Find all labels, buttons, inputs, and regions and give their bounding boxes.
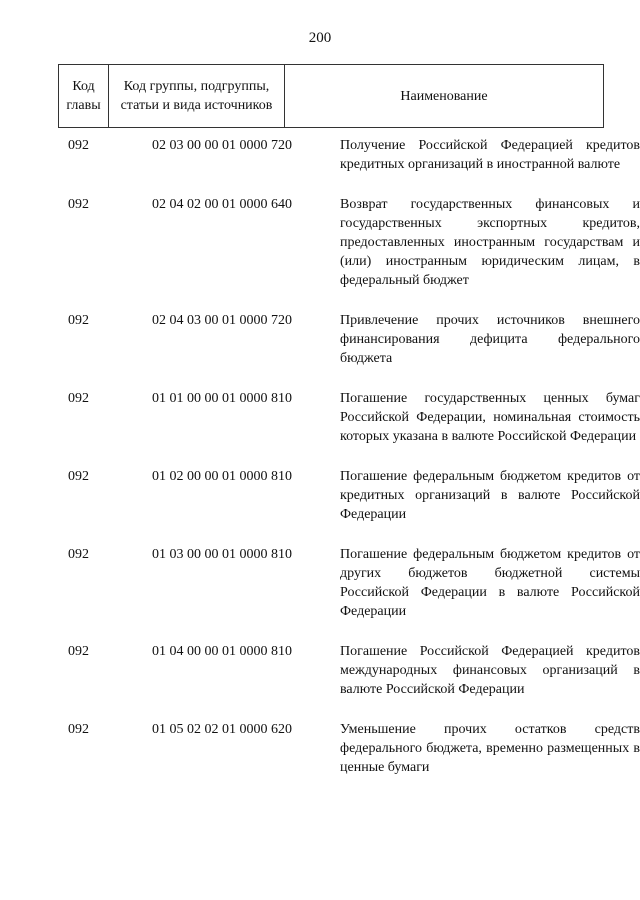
row-group-code: 02 03 00 00 01 0000 720 — [152, 138, 292, 153]
table-row — [0, 642, 640, 699]
row-name: Погашение Российской Федерацией кредитов международных финансовых организаций в валюте Российской Федерации — [340, 644, 640, 697]
row-name: Привлечение прочих источников внешнего финансирования дефицита федерального бюджета — [340, 313, 640, 366]
row-code: 092 — [68, 313, 89, 328]
row-code: 092 — [68, 547, 89, 562]
row-group-code: 01 01 00 00 01 0000 810 — [152, 391, 292, 406]
header-group: Код группы, подгруппы, статьи и вида источников — [109, 65, 285, 127]
row-group-code: 01 04 00 00 01 0000 810 — [152, 644, 292, 659]
row-code: 092 — [68, 469, 89, 484]
row-group-code: 01 03 00 00 01 0000 810 — [152, 547, 292, 562]
table-body — [0, 136, 640, 798]
row-name: Погашение государственных ценных бумаг Российской Федерации, номинальная стоимость которых указана в валюте Российской Федерации — [340, 391, 640, 444]
row-code: 092 — [68, 138, 89, 153]
row-group-code: 02 04 02 00 01 0000 640 — [152, 197, 292, 212]
table-row — [0, 467, 640, 524]
row-name: Возврат государственных финансовых и государственных экспортных кредитов, предоставленных иностранным государствам и (или) иностранным юридическим лицам, в федеральный бюджет — [340, 197, 640, 288]
table-row — [0, 311, 640, 368]
row-group-code: 01 02 00 00 01 0000 810 — [152, 469, 292, 484]
page-number: 200 — [308, 30, 332, 46]
row-group-code: 01 05 02 02 01 0000 620 — [152, 722, 292, 737]
row-code: 092 — [68, 197, 89, 212]
row-name: Получение Российской Федерацией кредитов кредитных организаций в иностранной валюте — [340, 138, 640, 172]
row-name: Уменьшение прочих остатков средств федерального бюджета, временно размещенных в ценные бумаги — [340, 722, 640, 775]
table-row — [0, 389, 640, 446]
header-code: Код главы — [59, 65, 109, 127]
table-header — [58, 64, 604, 128]
table-row — [0, 195, 640, 290]
table-row — [0, 545, 640, 621]
row-code: 092 — [68, 391, 89, 406]
header-name: Наименование — [400, 88, 488, 104]
row-code: 092 — [68, 644, 89, 659]
table-row — [0, 720, 640, 777]
row-name: Погашение федеральным бюджетом кредитов от других бюджетов бюджетной системы Российской Федерации в валюте Российской Федерации — [340, 547, 640, 619]
row-group-code: 02 04 03 00 01 0000 720 — [152, 313, 292, 328]
row-name: Погашение федеральным бюджетом кредитов от кредитных организаций в валюте Российской Федерации — [340, 469, 640, 522]
table-row — [0, 136, 640, 174]
row-code: 092 — [68, 722, 89, 737]
